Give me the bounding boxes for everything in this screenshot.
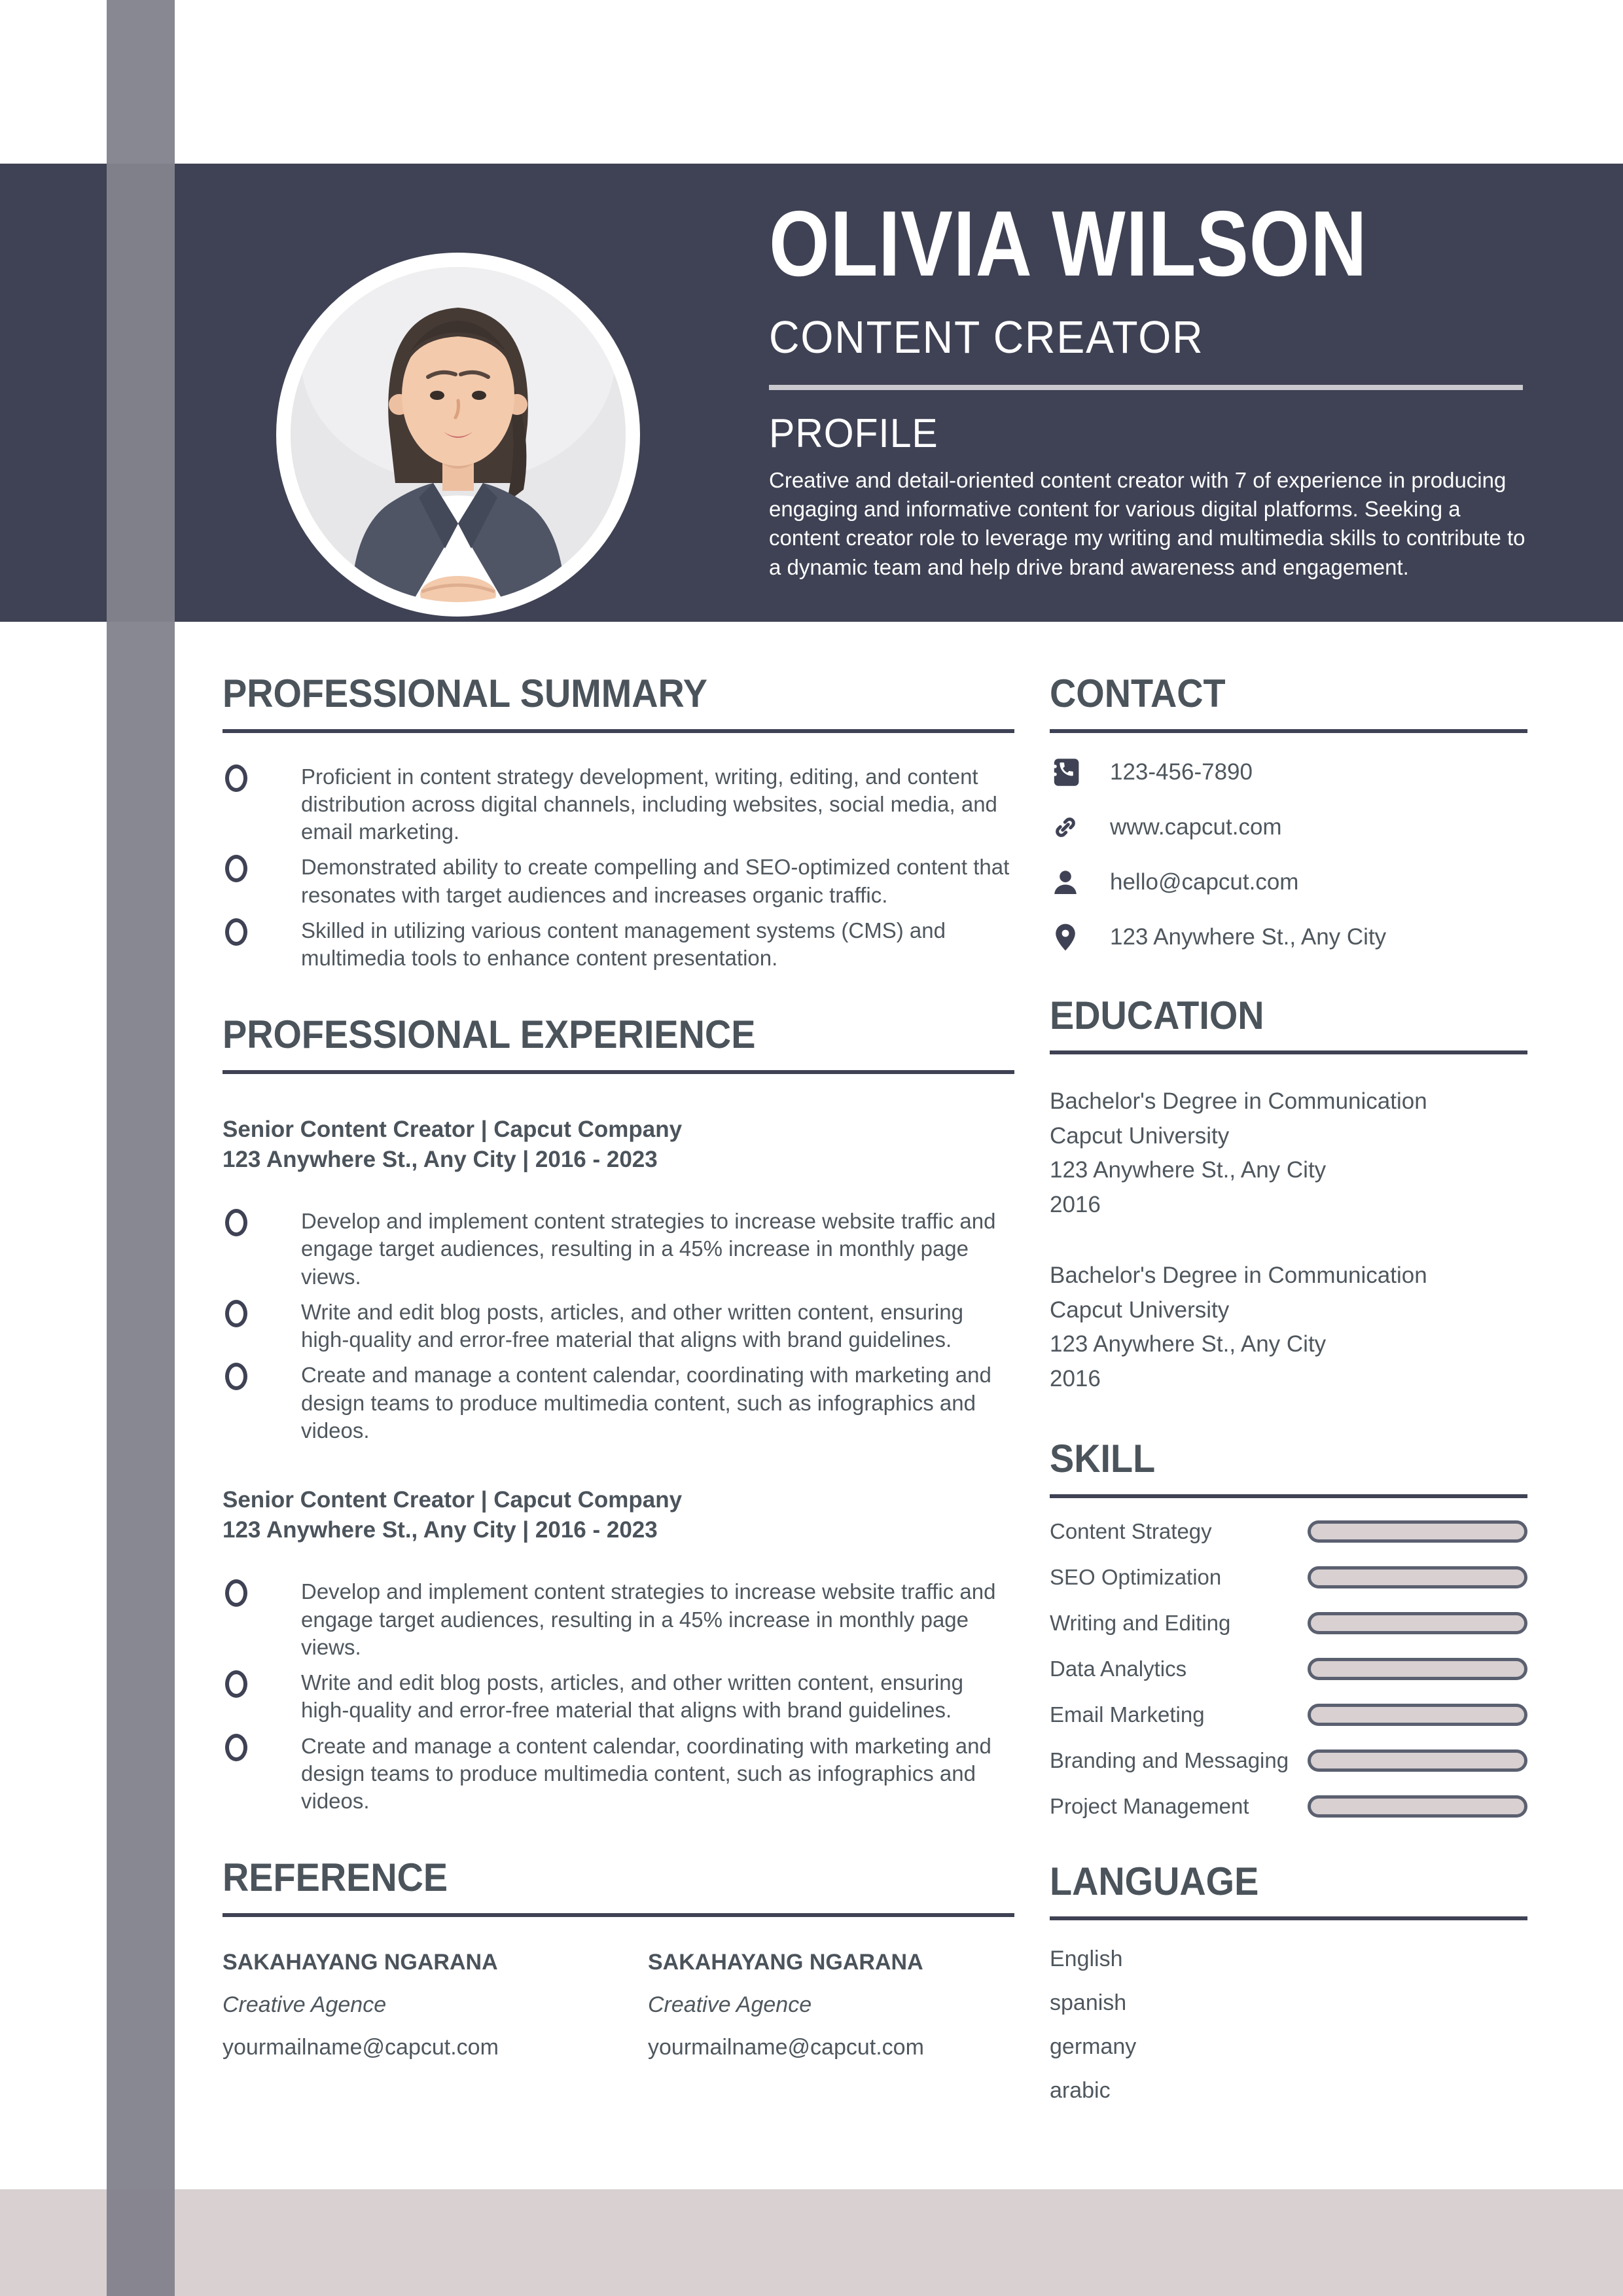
- job-bullet-list: [223, 1208, 1014, 1444]
- language-list: [1050, 1946, 1527, 2104]
- education-school: Capcut University: [1050, 1122, 1230, 1149]
- education-year: 2016: [1050, 1365, 1101, 1391]
- education-degree: Bachelor's Degree in Communication: [1050, 1263, 1427, 1289]
- reference-name: SAKAHAYANG NGARANA: [223, 1949, 498, 1975]
- summary-bullet-text: Skilled in utilizing various content management systems (CMS) and multimedia tools to enhance content presentation.: [301, 918, 946, 970]
- job-bullet-text: Develop and implement content strategies to increase website traffic and engage target audiences, resulting in a 45% increase in monthly page views.: [301, 1579, 996, 1659]
- list-item: [223, 853, 1014, 908]
- language-section: [1050, 1861, 1527, 2104]
- contact-email: hello@capcut.com: [1110, 869, 1299, 895]
- skill-row: [1050, 1794, 1527, 1819]
- contact-row: [1050, 867, 1527, 898]
- person-icon: [1050, 867, 1081, 898]
- profile-heading: PROFILE: [769, 411, 938, 456]
- list-item: [223, 1361, 1014, 1444]
- reference-underline: [223, 1913, 1014, 1917]
- profile-text: Creative and detail-oriented content creator with 7 of experience in producing engaging and informative content for various digital platforms. Seeking a content creator role to leverage my writing and multimedia skills to contribute to a dynamic team and help drive brand awareness and engagement.: [769, 468, 1525, 579]
- skill-bar: [1308, 1520, 1527, 1543]
- skill-row: [1050, 1611, 1527, 1636]
- job-bullet-text: Develop and implement content strategies to increase website traffic and engage target audiences, resulting in a 45% increase in monthly page views.: [301, 1209, 996, 1289]
- location-icon: [1050, 922, 1081, 953]
- bullet-circle-icon: [225, 918, 247, 946]
- list-item: [223, 763, 1014, 846]
- skill-section: [1050, 1438, 1527, 1819]
- reference-heading: REFERENCE: [223, 1856, 448, 1900]
- skill-bar: [1308, 1704, 1527, 1726]
- skill-label: Branding and Messaging: [1050, 1748, 1289, 1772]
- job-meta: 123 Anywhere St., Any City | 2016 - 2023: [223, 1517, 658, 1543]
- language-item: germany: [1050, 2034, 1137, 2060]
- skill-label: Data Analytics: [1050, 1656, 1187, 1681]
- education-year: 2016: [1050, 1191, 1101, 1217]
- skill-row: [1050, 1748, 1527, 1773]
- education-underline: [1050, 1050, 1527, 1054]
- list-item: [223, 1299, 1014, 1354]
- education-school: Capcut University: [1050, 1297, 1230, 1323]
- contact-address: 123 Anywhere St., Any City: [1110, 924, 1387, 950]
- summary-underline: [223, 729, 1014, 733]
- reference-email: yourmailname@capcut.com: [648, 2034, 924, 2060]
- skill-row: [1050, 1657, 1527, 1681]
- bullet-circle-icon: [225, 1300, 247, 1327]
- job-bullet-text: Write and edit blog posts, articles, and other written content, ensuring high-quality and error-free material that aligns with brand guidelines.: [301, 1299, 963, 1352]
- skill-underline: [1050, 1494, 1527, 1498]
- reference-card: [648, 1950, 1014, 2060]
- language-heading: LANGUAGE: [1050, 1859, 1259, 1903]
- portrait-illustration: [291, 267, 626, 602]
- summary-list: [223, 763, 1014, 973]
- education-address: 123 Anywhere St., Any City: [1050, 1157, 1327, 1183]
- skill-bar: [1308, 1749, 1527, 1772]
- reference-name: SAKAHAYANG NGARANA: [648, 1949, 923, 1975]
- skill-row: [1050, 1565, 1527, 1590]
- language-item: arabic: [1050, 2078, 1111, 2104]
- contact-website: www.capcut.com: [1110, 814, 1282, 840]
- bullet-circle-icon: [225, 1579, 247, 1607]
- skill-bar: [1308, 1566, 1527, 1588]
- experience-underline: [223, 1070, 1014, 1074]
- bullet-circle-icon: [225, 1734, 247, 1761]
- list-item: [223, 1732, 1014, 1816]
- bullet-circle-icon: [225, 764, 247, 792]
- profile-photo: [276, 253, 640, 617]
- skill-label: Project Management: [1050, 1793, 1249, 1818]
- skill-row: [1050, 1702, 1527, 1727]
- job-bullet-list: [223, 1578, 1014, 1815]
- job-entry: [223, 1485, 1014, 1815]
- education-entry: [1050, 1259, 1527, 1396]
- job-title: Senior Content Creator | Capcut Company: [223, 1116, 683, 1142]
- job-bullet-text: Create and manage a content calendar, coordinating with marketing and design teams to produce multimedia content, such as infographics and videos.: [301, 1363, 991, 1443]
- job-entry: [223, 1115, 1014, 1444]
- education-heading: EDUCATION: [1050, 993, 1264, 1037]
- reference-card: [223, 1950, 648, 2060]
- job-bullet-text: Create and manage a content calendar, coordinating with marketing and design teams to produce multimedia content, such as infographics and videos.: [301, 1733, 991, 1814]
- skill-label: Content Strategy: [1050, 1518, 1212, 1543]
- language-item: English: [1050, 1946, 1123, 1972]
- skill-bar: [1308, 1795, 1527, 1818]
- education-degree: Bachelor's Degree in Communication: [1050, 1088, 1427, 1115]
- contact-heading: CONTACT: [1050, 672, 1226, 715]
- reference-section: [223, 1857, 1014, 2060]
- header-divider: [769, 385, 1523, 390]
- education-section: [1050, 995, 1527, 1397]
- language-item: spanish: [1050, 1990, 1127, 2016]
- skill-bar: [1308, 1658, 1527, 1680]
- contact-underline: [1050, 729, 1527, 733]
- job-bullet-text: Write and edit blog posts, articles, and other written content, ensuring high-quality and error-free material that aligns with brand guidelines.: [301, 1670, 963, 1723]
- list-item: [223, 917, 1014, 972]
- name-heading: OLIVIA WILSON: [769, 192, 1368, 296]
- skill-row: [1050, 1519, 1527, 1544]
- education-address: 123 Anywhere St., Any City: [1050, 1331, 1327, 1357]
- job-title: Senior Content Creator | Capcut Company: [223, 1487, 683, 1513]
- education-entry: [1050, 1085, 1527, 1222]
- skill-bar: [1308, 1612, 1527, 1634]
- experience-heading: PROFESSIONAL EXPERIENCE: [223, 1013, 756, 1057]
- contact-row: [1050, 757, 1527, 788]
- bullet-circle-icon: [225, 1209, 247, 1236]
- bullet-circle-icon: [225, 1363, 247, 1390]
- bullet-circle-icon: [225, 855, 247, 882]
- skill-label: SEO Optimization: [1050, 1564, 1222, 1589]
- contact-row: [1050, 922, 1527, 953]
- left-column: [223, 673, 1014, 2060]
- job-meta: 123 Anywhere St., Any City | 2016 - 2023: [223, 1147, 658, 1173]
- skill-heading: SKILL: [1050, 1437, 1156, 1481]
- skill-label: Email Marketing: [1050, 1702, 1205, 1727]
- summary-heading: PROFESSIONAL SUMMARY: [223, 672, 707, 715]
- reference-email: yourmailname@capcut.com: [223, 2034, 499, 2060]
- reference-company: Creative Agence: [223, 1992, 387, 2017]
- language-underline: [1050, 1916, 1527, 1920]
- vertical-accent-bar: [107, 0, 175, 2296]
- experience-section: [223, 1014, 1014, 1815]
- link-icon: [1050, 812, 1081, 843]
- header: [769, 164, 1535, 622]
- footer-strip: [0, 2189, 1623, 2296]
- list-item: [223, 1208, 1014, 1291]
- reference-grid: [223, 1950, 1014, 2060]
- summary-bullet-text: Proficient in content strategy development, writing, editing, and content distribution across digital channels, including websites, social media, and email marketing.: [301, 764, 997, 844]
- list-item: [223, 1669, 1014, 1724]
- contact-phone: 123-456-7890: [1110, 759, 1253, 785]
- role-title: CONTENT CREATOR: [769, 312, 1204, 363]
- summary-bullet-text: Demonstrated ability to create compelling and SEO-optimized content that resonates with target audiences and increases organic traffic.: [301, 855, 1010, 907]
- bullet-circle-icon: [225, 1670, 247, 1698]
- skill-label: Writing and Editing: [1050, 1610, 1231, 1635]
- reference-company: Creative Agence: [648, 1992, 812, 2017]
- contact-row: [1050, 812, 1527, 843]
- phone-icon: [1050, 757, 1081, 788]
- list-item: [223, 1578, 1014, 1661]
- right-column: [1050, 673, 1527, 2104]
